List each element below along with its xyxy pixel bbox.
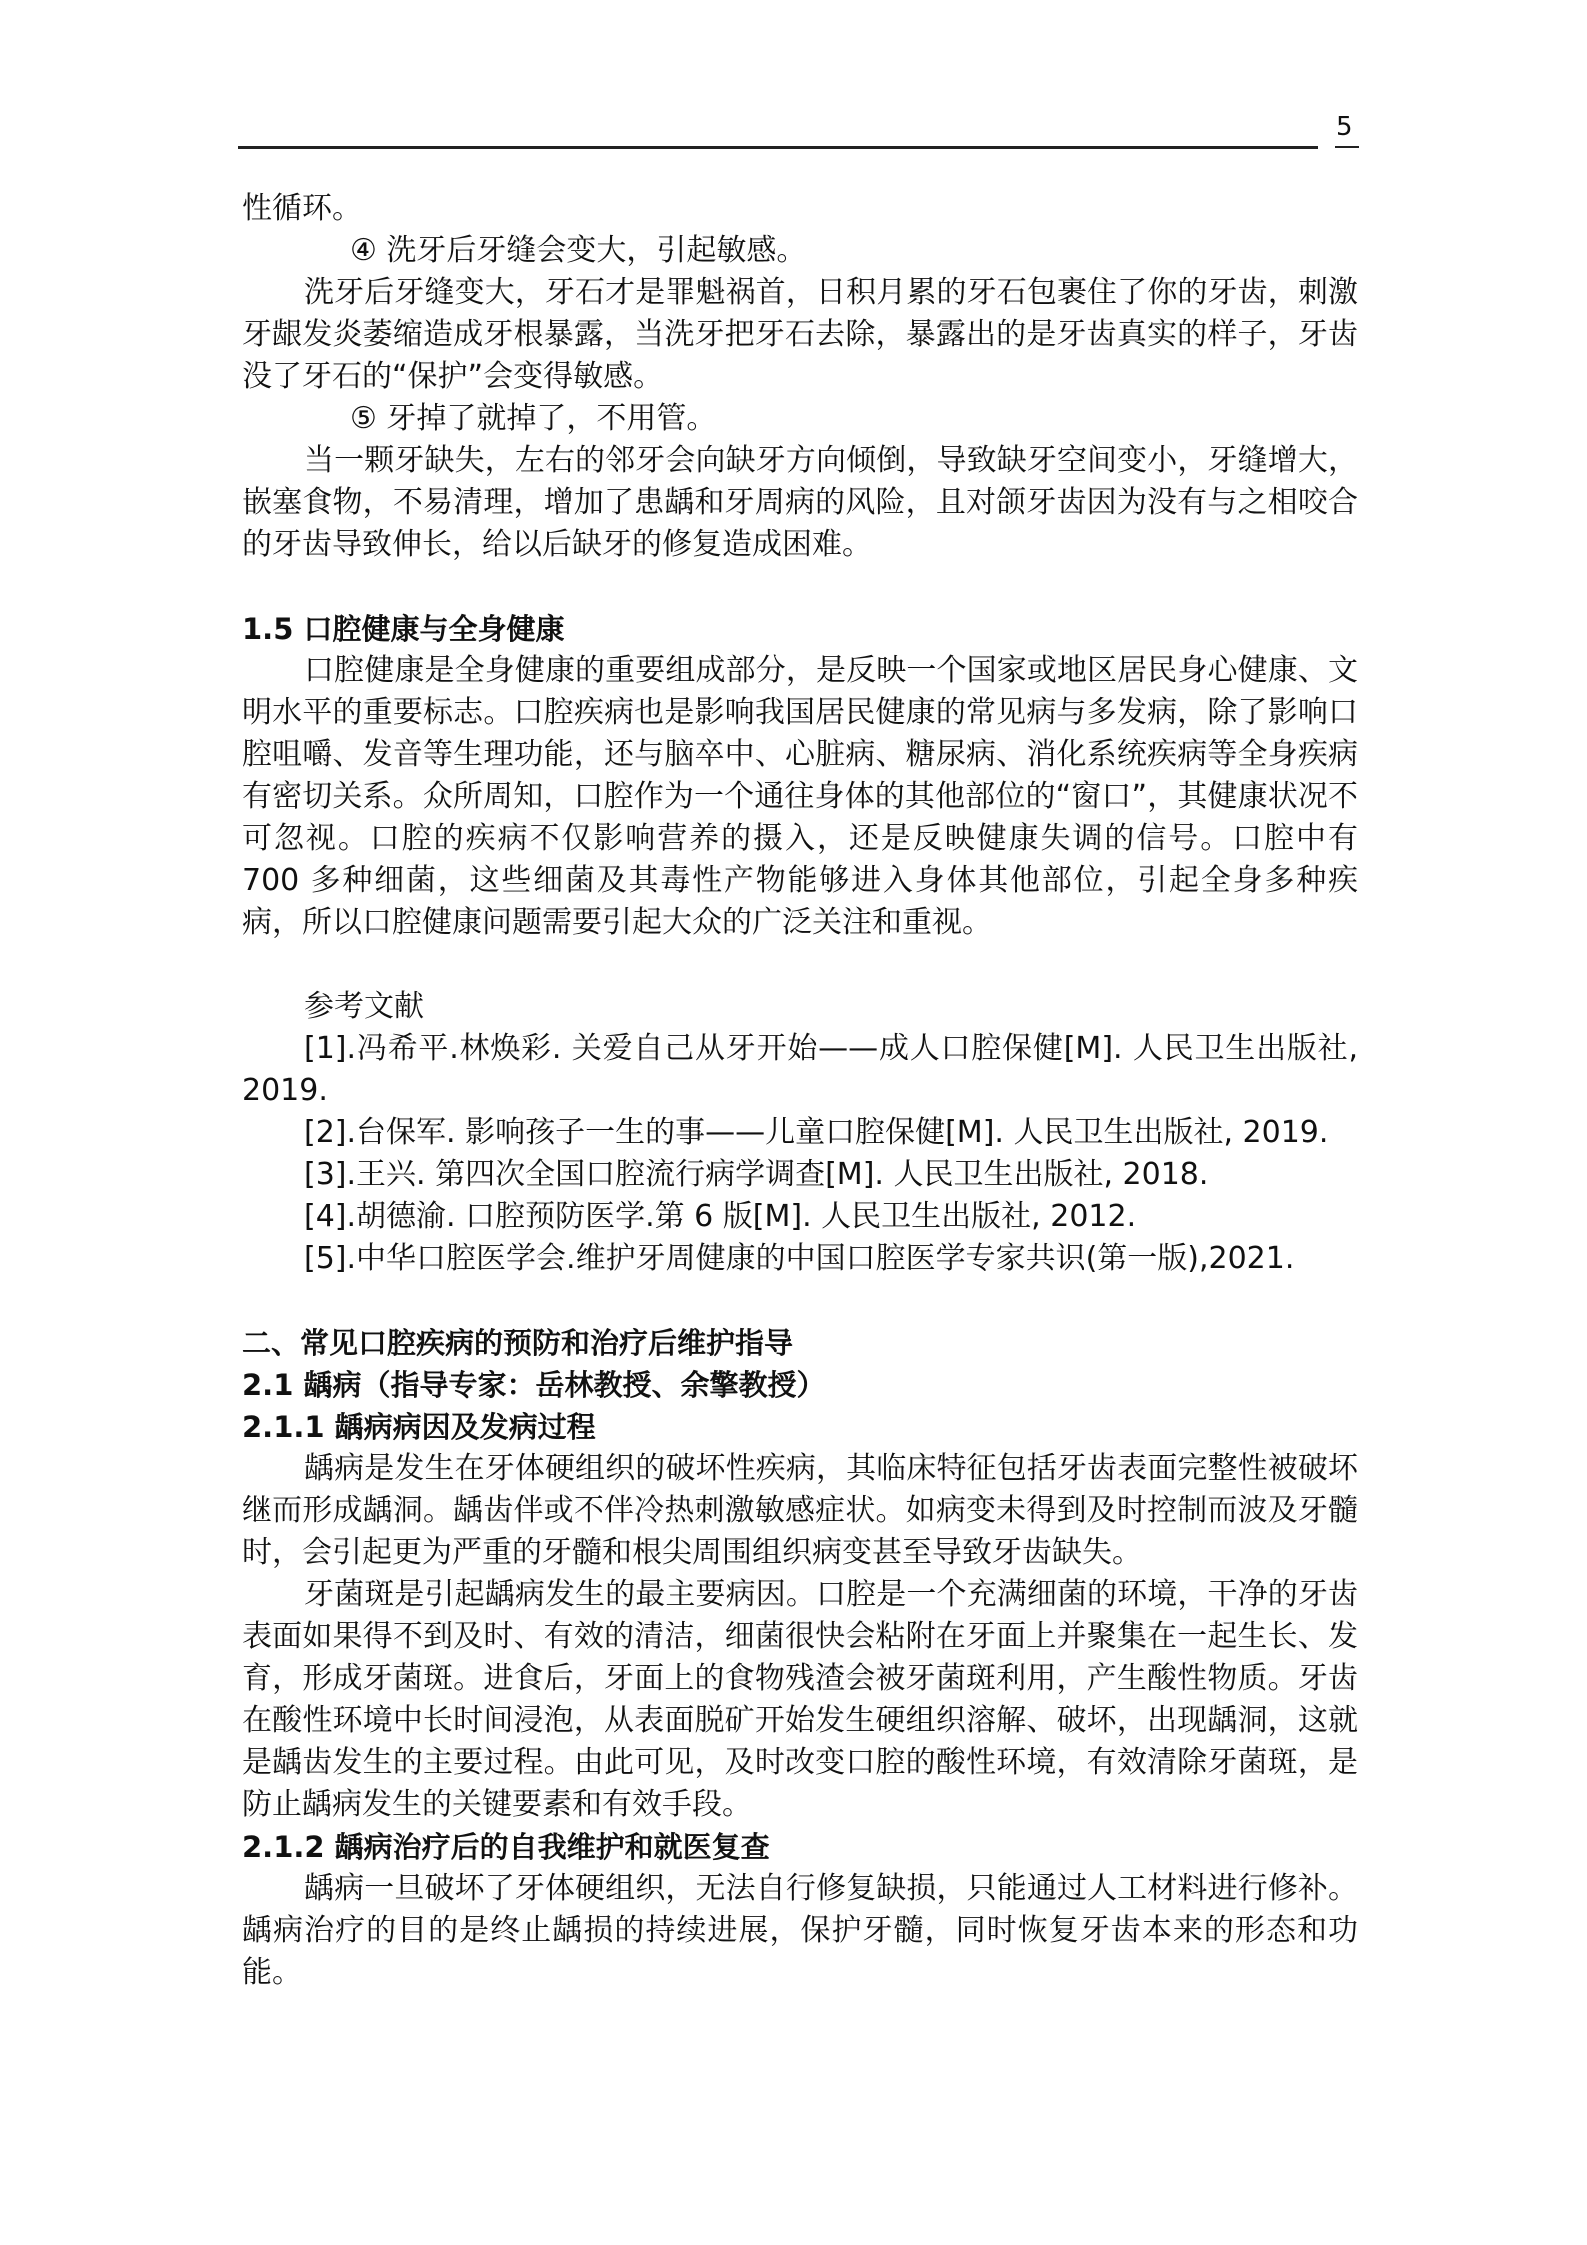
page-number: 5	[1336, 112, 1353, 142]
section-2-1-2-heading: 2.1.2 龋病治疗后的自我维护和就医复查	[242, 1830, 770, 1864]
page-number-underline	[1335, 146, 1359, 148]
item-4-title: ④ 洗牙后牙缝会变大，引起敏感。	[350, 233, 807, 268]
page-content	[242, 188, 1358, 1994]
reference-item: [5].中华口腔医学会.维护牙周健康的中国口腔医学专家共识(第一版),2021.	[304, 1241, 1295, 1276]
references-title: 参考文献	[304, 989, 424, 1024]
section-1-5-body: 口腔健康是全身健康的重要组成部分，是反映一个国家或地区居民身心健康、文明水平的重要标志。口腔疾病也是影响我国居民健康的常见病与多发病，除了影响口腔咀嚼、发音等生理功能，还与脑卒中、心脏病、糖尿病、消化系统疾病等全身疾病有密切关系。众所周知，口腔作为一个通往身体的其他部位的“窗口”，其健康状况不可忽视。口腔的疾病不仅影响营养的摄入，还是反映健康失调的信号。口腔中有 700 多种细菌，这些细菌及其毒性产物能够进入身体其他部位，引起全身多种疾病，所以口腔健康问题需要引起大众的广泛关注和重视。	[242, 653, 1358, 940]
spacer	[242, 944, 1358, 986]
spacer	[242, 566, 1358, 608]
section-2-1-heading: 2.1 龋病（指导专家：岳林教授、余擎教授）	[242, 1368, 826, 1402]
continued-fragment: 性循环。	[242, 191, 362, 226]
header-rule	[238, 146, 1318, 149]
reference-item: [1].冯希平.林焕彩. 关爱自己从牙开始——成人口腔保健[M]. 人民卫生出版社, 2019.	[242, 1031, 1358, 1108]
section-2-1-1-paragraph-1: 龋病是发生在牙体硬组织的破坏性疾病，其临床特征包括牙齿表面完整性被破坏继而形成龋洞。龋齿伴或不伴冷热刺激敏感症状。如病变未得到及时控制而波及牙髓时，会引起更为严重的牙髓和根尖周围组织病变甚至导致牙齿缺失。	[242, 1451, 1358, 1570]
chapter-2-heading: 二、常见口腔疾病的预防和治疗后维护指导	[242, 1326, 794, 1360]
reference-item: [3].王兴. 第四次全国口腔流行病学调查[M]. 人民卫生出版社, 2018.	[304, 1157, 1209, 1192]
section-2-1-2-paragraph-1: 龋病一旦破坏了牙体硬组织，无法自行修复缺损，只能通过人工材料进行修补。龋病治疗的目的是终止龋损的持续进展，保护牙髓，同时恢复牙齿本来的形态和功能。	[242, 1871, 1358, 1990]
item-5-body: 当一颗牙缺失，左右的邻牙会向缺牙方向倾倒，导致缺牙空间变小，牙缝增大，嵌塞食物，不易清理，增加了患龋和牙周病的风险，且对颌牙齿因为没有与之相咬合的牙齿导致伸长，给以后缺牙的修复造成困难。	[242, 443, 1358, 562]
section-2-1-1-paragraph-2: 牙菌斑是引起龋病发生的最主要病因。口腔是一个充满细菌的环境，干净的牙齿表面如果得不到及时、有效的清洁，细菌很快会粘附在牙面上并聚集在一起生长、发育，形成牙菌斑。进食后，牙面上的食物残渣会被牙菌斑利用，产生酸性物质。牙齿在酸性环境中长时间浸泡，从表面脱矿开始发生硬组织溶解、破坏，出现龋洞，这就是龋齿发生的主要过程。由此可见，及时改变口腔的酸性环境，有效清除牙菌斑，是防止龋病发生的关键要素和有效手段。	[242, 1577, 1358, 1822]
section-2-1-1-heading: 2.1.1 龋病病因及发病过程	[242, 1410, 596, 1444]
section-1-5-heading: 1.5 口腔健康与全身健康	[242, 612, 565, 646]
item-5-title: ⑤ 牙掉了就掉了，不用管。	[350, 401, 717, 436]
spacer	[242, 1280, 1358, 1322]
item-4-body: 洗牙后牙缝变大，牙石才是罪魁祸首，日积月累的牙石包裹住了你的牙齿，刺激牙龈发炎萎缩造成牙根暴露，当洗牙把牙石去除，暴露出的是牙齿真实的样子，牙齿没了牙石的“保护”会变得敏感。	[242, 275, 1358, 394]
reference-item: [2].台保军. 影响孩子一生的事——儿童口腔保健[M]. 人民卫生出版社, 2019.	[304, 1115, 1329, 1150]
reference-item: [4].胡德渝. 口腔预防医学.第 6 版[M]. 人民卫生出版社, 2012.	[304, 1199, 1137, 1234]
